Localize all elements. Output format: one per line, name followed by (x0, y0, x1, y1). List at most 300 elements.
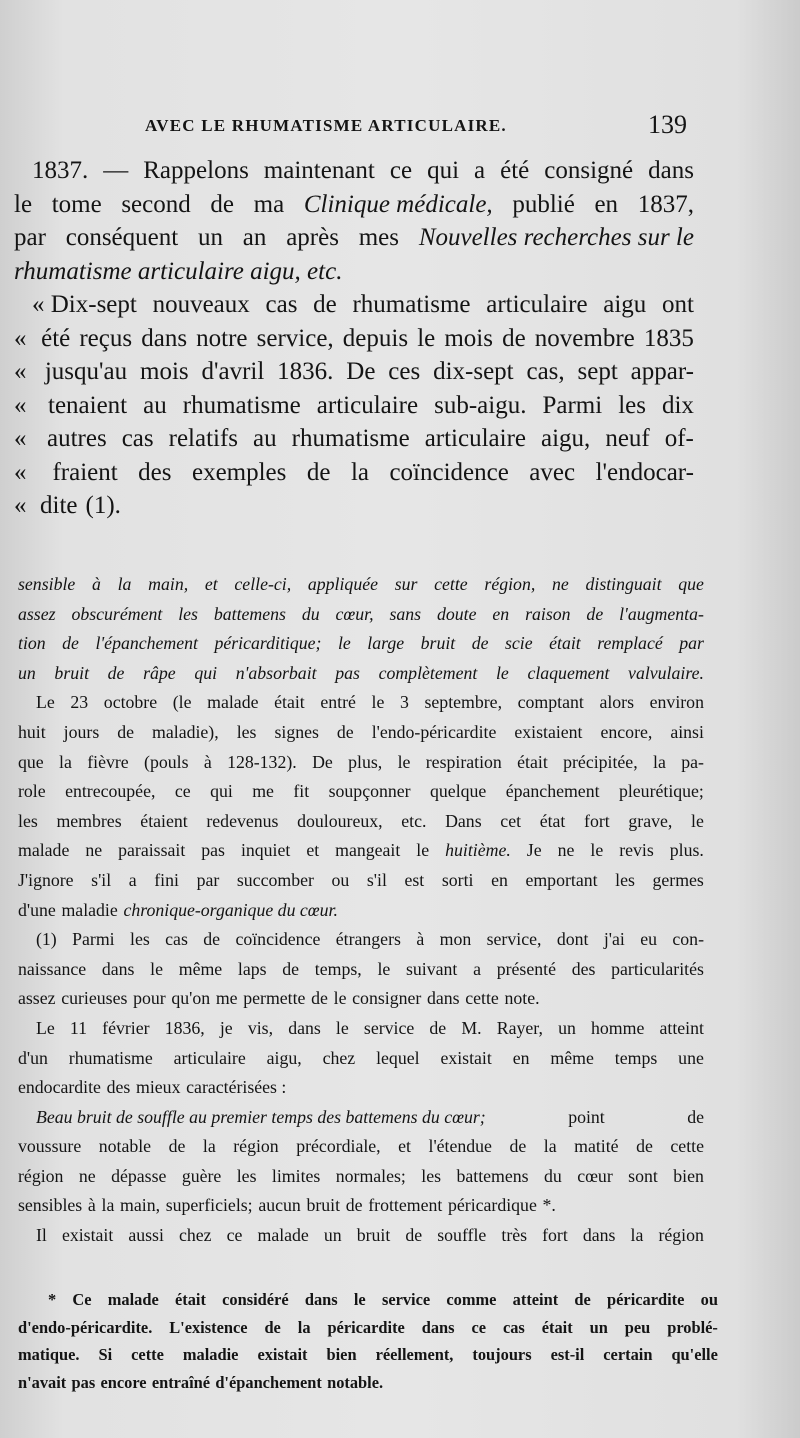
word: paraissait (118, 840, 186, 861)
word: est-il (550, 1345, 585, 1364)
word: maladie), (152, 721, 219, 742)
word: les (421, 1165, 442, 1186)
word: ainsi (670, 721, 704, 742)
word: a (128, 869, 137, 890)
word: très (501, 1225, 528, 1246)
word: appliquée (307, 574, 378, 594)
word: l'épanchement (95, 633, 198, 654)
word: succomber (236, 869, 314, 890)
word: bien (673, 1165, 704, 1186)
word: depuis (342, 324, 409, 352)
word: respiration (425, 751, 502, 772)
main-text-block (14, 157, 694, 526)
word: un (323, 1225, 342, 1246)
word: scie (505, 633, 533, 654)
word: de (117, 721, 135, 742)
word: avec (529, 458, 576, 486)
text-line (18, 811, 704, 841)
word: reçus (79, 324, 133, 352)
word: pa- (681, 751, 704, 772)
word: ce (471, 1317, 487, 1337)
word: la (59, 751, 72, 772)
word: bruit (306, 1195, 341, 1216)
word: s'il (366, 869, 387, 890)
text-line (18, 1018, 704, 1048)
word: pour (133, 988, 166, 1009)
word: état (539, 810, 566, 831)
word: des (138, 458, 172, 486)
word: assez (18, 988, 56, 1009)
word: atteint (659, 1017, 704, 1038)
text-line (18, 900, 704, 930)
word: plus, (348, 751, 383, 772)
word: second (121, 190, 191, 218)
word: d'une (18, 899, 56, 920)
text-line (14, 191, 694, 225)
word: était (549, 633, 581, 654)
word: ou (331, 869, 350, 890)
word: suivant (406, 958, 458, 979)
word: battemens (456, 1165, 529, 1186)
word: et (306, 840, 320, 861)
word: obscurément (71, 603, 163, 624)
word: consigner (352, 988, 422, 1009)
word: plus. (669, 840, 704, 861)
word: matité (574, 1136, 619, 1157)
word: voussure (18, 1136, 82, 1157)
word: mois (140, 358, 189, 385)
word: articulaire (316, 391, 419, 419)
word: les (236, 721, 257, 742)
word: aigu, (266, 1047, 302, 1068)
word: maintenant (263, 157, 375, 184)
word: complètement (378, 662, 478, 683)
footnote-ref: (1). (85, 492, 121, 519)
word: rhumatisme (352, 291, 471, 318)
text-line (18, 1166, 704, 1196)
word: Le (36, 692, 55, 713)
page-header (0, 110, 800, 144)
word: sorti (441, 869, 474, 890)
word: que (18, 751, 44, 772)
word: an (242, 224, 267, 251)
word: fièvre (87, 751, 129, 772)
word: de (282, 958, 300, 979)
word: existait (257, 1345, 308, 1364)
word: de (509, 1136, 527, 1157)
word: dans (288, 1017, 321, 1038)
word: en (594, 190, 619, 218)
word: été (41, 324, 71, 352)
text-line (18, 988, 704, 1018)
word: Je (526, 840, 542, 861)
word: péricardite (607, 1290, 685, 1309)
word: cette (465, 988, 499, 1009)
word: soupçonner (328, 781, 411, 802)
word: maladie (182, 1345, 239, 1364)
word: articulaire (424, 425, 527, 452)
word: signes (274, 721, 319, 742)
word: qu'elle (671, 1345, 718, 1364)
word: même (178, 958, 223, 979)
word: coïncidence (235, 929, 321, 950)
word: Rappelons (143, 157, 249, 184)
word: chez (178, 1225, 212, 1246)
word: dépasse (111, 1165, 167, 1186)
text-line (18, 574, 704, 604)
word: notable. (327, 1372, 384, 1392)
word: les (615, 869, 635, 890)
word: neuf (605, 425, 650, 452)
word: consigné (544, 157, 634, 184)
text-line (18, 692, 704, 722)
word: l'augmenta- (619, 603, 704, 624)
word: distinguait (585, 574, 662, 594)
word: inquiet (240, 840, 291, 861)
word: dix (661, 391, 694, 419)
word: maladie (61, 899, 118, 920)
word: dont (556, 929, 589, 950)
word: assez (18, 603, 56, 624)
word: chez (322, 1047, 356, 1068)
word: de (306, 458, 331, 486)
word: le (353, 1290, 366, 1309)
word: dans (421, 1317, 455, 1337)
word: des (106, 1077, 131, 1098)
italic-title: rhumatisme articulaire aigu, etc. (14, 257, 343, 285)
word: dans (648, 157, 694, 184)
word: raison (525, 603, 571, 624)
word: le (691, 810, 704, 831)
word: tome (51, 190, 102, 218)
word: l'endo-péricardite (371, 721, 497, 742)
word: ce (226, 1225, 243, 1246)
word: un (558, 1017, 576, 1038)
word: septembre, (424, 692, 503, 713)
word: cas (502, 1317, 525, 1337)
word: membres (56, 810, 122, 831)
word: toujours (472, 1345, 532, 1364)
word: été (500, 157, 530, 184)
word: sub-aigu. (434, 391, 527, 419)
word: bruit (420, 633, 456, 654)
word: le (333, 988, 347, 1009)
word: permette (243, 988, 306, 1009)
word: le (337, 633, 351, 654)
word: ne (551, 574, 569, 594)
text-line (18, 959, 704, 989)
word: un (589, 1317, 608, 1337)
word: service (381, 1290, 431, 1309)
word: 1837. (32, 157, 89, 184)
text-line (18, 1195, 704, 1225)
word: la (350, 458, 369, 486)
word: de (586, 603, 604, 624)
word: lequel (376, 1047, 420, 1068)
word: temps, (314, 958, 362, 979)
word: dans (101, 958, 135, 979)
word: autres (47, 425, 107, 452)
word: 3 (399, 692, 409, 713)
word: germes (652, 869, 704, 890)
word: j'ai (603, 929, 625, 950)
word: malade (257, 1225, 309, 1246)
word: curieuses (61, 988, 128, 1009)
word: existait (440, 1047, 492, 1068)
word: péricardique (447, 1195, 537, 1216)
word: le (416, 840, 430, 861)
guillemet: « (14, 425, 27, 452)
word: a (473, 958, 481, 979)
word: exemples (191, 458, 287, 486)
word: service, (256, 324, 334, 352)
word: encore, (600, 721, 653, 742)
word: la (543, 1136, 557, 1157)
word: à (92, 574, 101, 594)
word: Parmi (72, 929, 115, 950)
word: fraient (52, 458, 118, 486)
word: cette (434, 574, 468, 594)
word: (pouls (144, 751, 189, 772)
word: qui (194, 662, 218, 683)
italic-phrase: chronique-organique du cœur. (123, 899, 338, 920)
word: n'absorbait (235, 662, 317, 683)
word: existaient (514, 721, 583, 742)
word: grave, (628, 810, 673, 831)
word: cœur (577, 1165, 613, 1186)
word: pas (201, 840, 225, 861)
word: note. (504, 988, 540, 1009)
word: service, (486, 929, 542, 950)
word: atteint (512, 1290, 559, 1309)
word: environ (649, 692, 704, 713)
word: huit (18, 721, 46, 742)
word: Si (98, 1345, 113, 1364)
text-line (18, 604, 704, 634)
word: dite (40, 492, 78, 519)
word: relatifs (168, 425, 239, 452)
word: J'ignore (18, 869, 74, 890)
word: alors (599, 692, 635, 713)
word: le (150, 958, 164, 979)
word: étaient (140, 810, 188, 831)
word: après (286, 224, 339, 251)
italic-title: Clinique médicale, (303, 190, 493, 218)
italic-title: Nouvelles recherches sur le (418, 224, 694, 251)
word: Le (36, 1017, 55, 1038)
word: doute (436, 603, 477, 624)
word: Parmi (542, 391, 603, 419)
footnote-marker: * (48, 1290, 57, 1309)
word: février (102, 1017, 150, 1038)
text-line (18, 840, 704, 870)
word: De (346, 358, 376, 385)
word: me (252, 781, 274, 802)
text-line (18, 1290, 718, 1318)
word: fini (154, 869, 179, 890)
word: peu (624, 1317, 651, 1337)
word: je (219, 1017, 233, 1038)
word: jusqu'au (44, 358, 128, 385)
word: huitième. (445, 840, 511, 861)
word: fit (293, 781, 310, 802)
text-line (14, 392, 694, 426)
word: la (202, 1136, 216, 1157)
word: caractérisées : (186, 1077, 287, 1098)
word: Il (36, 1225, 47, 1246)
word: temps (614, 1047, 658, 1068)
word: le (417, 324, 436, 352)
word: battemens (213, 603, 286, 624)
word: un (197, 224, 223, 251)
word: en (512, 1047, 530, 1068)
word: fort (584, 810, 610, 831)
word: malade (18, 840, 70, 861)
word: l'étendue (428, 1136, 492, 1157)
word: articulaire (486, 291, 588, 318)
word: 23 (70, 692, 89, 713)
word: rhumatisme (291, 425, 410, 452)
word: sensibles (18, 1195, 83, 1216)
word: frottement (368, 1195, 443, 1216)
word: notre (196, 324, 248, 352)
word: le (397, 751, 411, 772)
word: par (679, 633, 704, 654)
text-line (18, 1107, 704, 1137)
word: 1836, (164, 1017, 205, 1038)
guillemet: « (14, 492, 27, 519)
text-line (18, 1077, 704, 1107)
word: remplacé (597, 633, 663, 654)
word: sont (628, 1165, 658, 1186)
word: au (143, 391, 167, 419)
word: aigu (603, 291, 647, 318)
note-text-block (18, 574, 704, 1255)
word: Ce (72, 1290, 92, 1309)
word: entrecoupée, (65, 781, 156, 802)
word: en (491, 869, 508, 890)
word: ont (662, 291, 694, 318)
word: mangeait (335, 840, 401, 861)
text-line (14, 325, 694, 359)
word: limites (271, 1165, 321, 1186)
word: vis, (247, 1017, 274, 1038)
word: aigu, (541, 425, 591, 452)
text-line (18, 722, 704, 752)
word: dans (304, 1290, 338, 1309)
word: service (363, 1017, 415, 1038)
word: rhumatisme (182, 391, 301, 419)
word: de (574, 1290, 591, 1309)
guillemet: « (14, 358, 27, 385)
text-line (14, 157, 694, 191)
word: cas (165, 929, 188, 950)
word: aucun (258, 1195, 301, 1216)
word: Dans (445, 810, 482, 831)
text-line (14, 459, 694, 493)
word: cœur, (335, 603, 374, 624)
word: et (398, 1136, 411, 1157)
word: matique. (18, 1345, 80, 1364)
word: de (636, 1136, 653, 1157)
word: un (18, 662, 36, 683)
word: comptant (517, 692, 584, 713)
word: le (377, 958, 391, 979)
word: région, (484, 574, 536, 594)
word: de (62, 633, 79, 654)
word: etc. (401, 810, 427, 831)
word: la (630, 1225, 644, 1246)
word: (le (172, 692, 192, 713)
running-head: AVEC LE RHUMATISME ARTICULAIRE. (145, 116, 507, 135)
word: les (130, 929, 150, 950)
word: pleurétique; (618, 781, 704, 802)
word: 1837, (637, 190, 694, 218)
text-line (14, 425, 694, 459)
text-line (18, 633, 704, 663)
word: ce (174, 781, 191, 802)
word: rhumatisme (68, 1047, 153, 1068)
text-line (18, 1225, 704, 1255)
word: laps (237, 958, 267, 979)
word: d'endo-péricardite. (18, 1317, 153, 1337)
word: superficiels; (165, 1195, 253, 1216)
word: à (416, 929, 425, 950)
word: même (550, 1047, 594, 1068)
word: De (312, 751, 333, 772)
word: M. (461, 1017, 482, 1038)
text-line (14, 492, 694, 526)
word: par (196, 869, 220, 890)
word: région (18, 1165, 64, 1186)
word: malade (107, 1290, 159, 1309)
word: dix-sept (433, 358, 514, 385)
word: de (210, 190, 234, 218)
text-line (18, 781, 704, 811)
word: bruit (356, 1225, 391, 1246)
word: problé- (667, 1317, 718, 1337)
text-line (18, 1136, 704, 1166)
word: jours (63, 721, 100, 742)
word: point (568, 1106, 605, 1127)
word: une (678, 1047, 704, 1068)
word: celle-ci, (234, 574, 292, 594)
word: claquement (527, 662, 610, 683)
word: valvulaire. (628, 662, 704, 683)
word: douloureux, (297, 810, 383, 831)
word: région (658, 1225, 704, 1246)
text-line (14, 224, 694, 258)
word: entré (320, 692, 356, 713)
word: de (429, 1017, 447, 1038)
word: de (502, 324, 526, 352)
word: ne (78, 1165, 96, 1186)
word: L'existence (169, 1317, 248, 1337)
word: du (544, 1165, 562, 1186)
word: à (87, 1195, 96, 1216)
word: novembre (534, 324, 635, 352)
word: emportant (525, 869, 598, 890)
word: nouveaux (152, 291, 250, 318)
word: réellement, (375, 1345, 454, 1364)
word: n'avait (18, 1372, 67, 1392)
text-line (18, 929, 704, 959)
word: Rayer, (496, 1017, 543, 1038)
word: cette (670, 1136, 704, 1157)
word: mes (358, 224, 400, 251)
word: présenté (496, 958, 556, 979)
word: la (101, 1195, 115, 1216)
